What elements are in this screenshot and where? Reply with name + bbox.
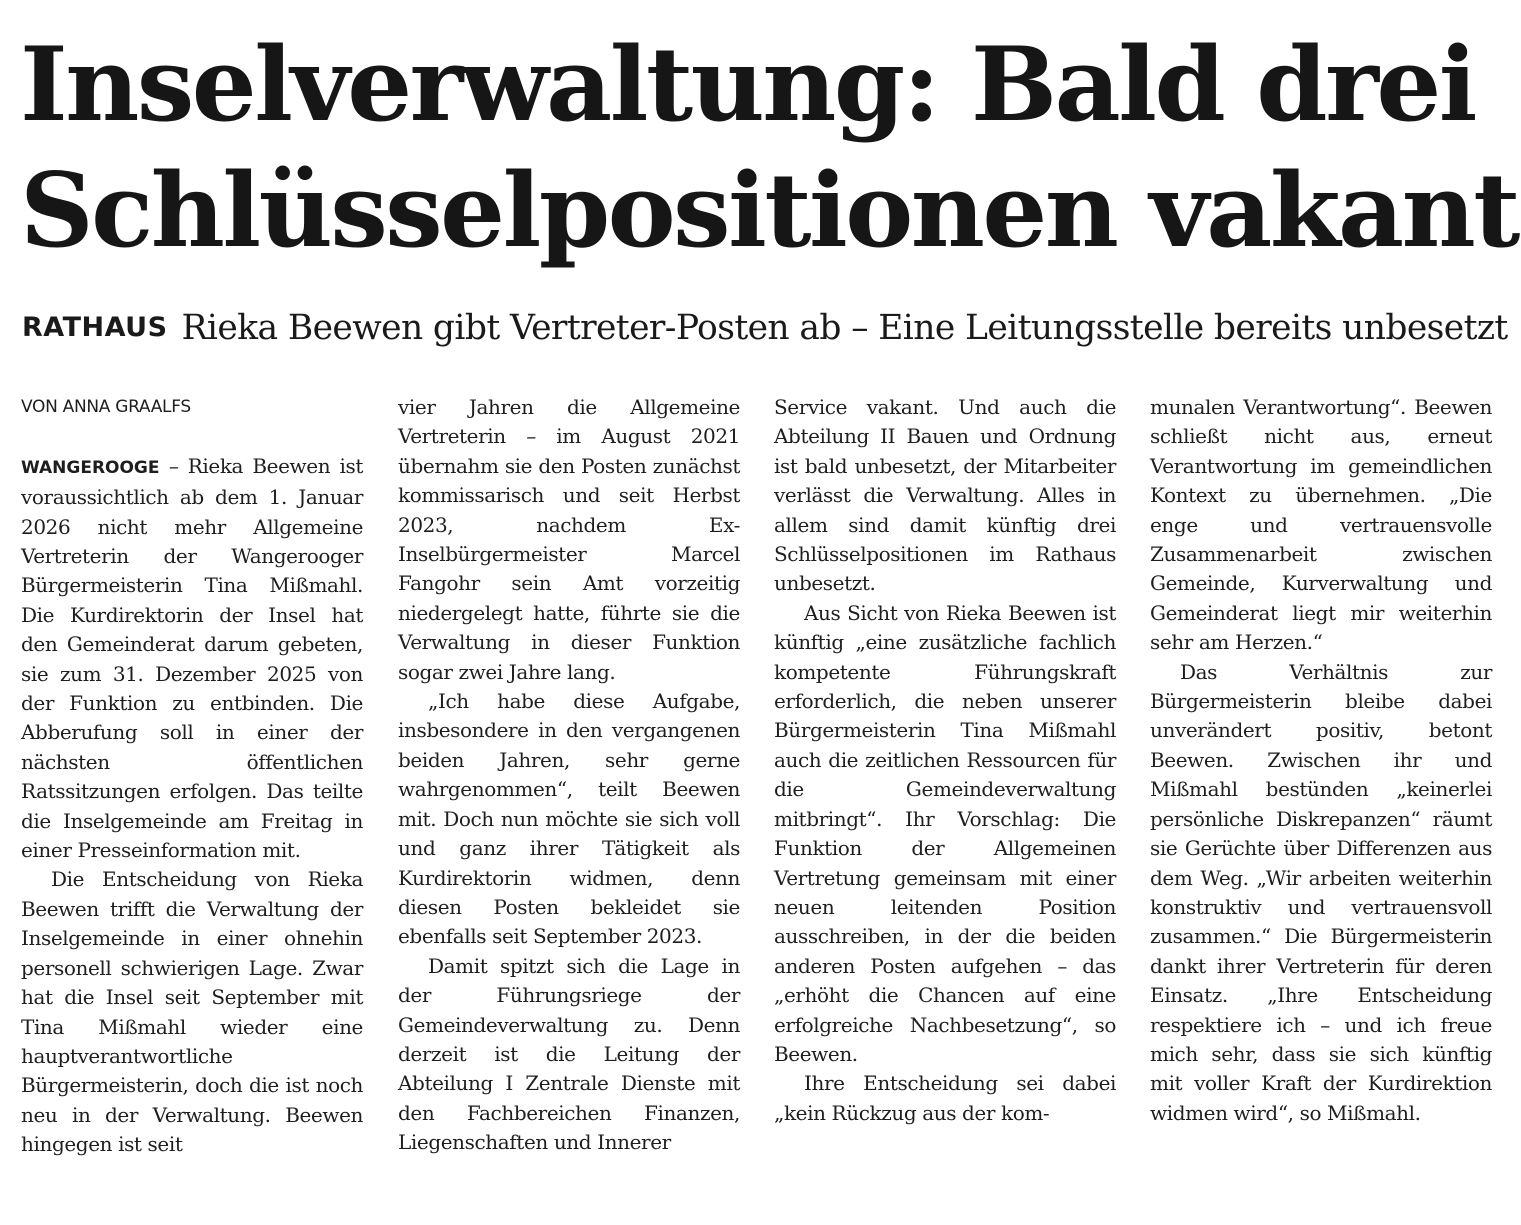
headline-line-1: Inselverwaltung: Bald drei: [20, 25, 1475, 145]
article-column-3: [774, 393, 1116, 1128]
byline: VON ANNA GRAALFS: [21, 397, 191, 417]
paragraph-4-start: Damit spitzt sich die Lage in der Führungsriege der Gemeindeverwaltung zu. Denn derzeit ist die Leitung der Abteilung I Zentrale Dienste mit den Fachbereichen Finanzen, Liegenschaften und Innerer: [398, 953, 740, 1155]
paragraph-7: Das Verhältnis zur Bürgermeisterin bleibe dabei unverändert positiv, betont Beewen. Zwischen ihr und Mißmahl bestünden „keinerlei persönliche Diskrepanzen“ räumt sie Gerüchte über Differenzen aus dem Weg. „Wir arbeiten weiterhin konstruktiv und vertrauensvoll zusammen.“ Die Bürgermeisterin dankt ihrer Vertreterin für deren Einsatz. „Ihre Entscheidung respektiere ich – und ich freue mich sehr, dass sie sich künftig mit voller Kraft der Kurdirektion widmen wird“, so Mißmahl.: [1150, 659, 1492, 1125]
paragraph-6-end: munalen Verantwortung“. Beewen schließt nicht aus, erneut Verantwortung im gemeindlichen Kontext zu übernehmen. „Die enge und vertrauensvolle Zusammenarbeit zwischen Gemeinde, Kurverwaltung und Gemeinderat liegt mir weiterhin sehr am Herzen.“: [1150, 395, 1492, 655]
article-column-2: [398, 393, 740, 1158]
headline-line-2: Schlüsselpositionen vakant: [20, 151, 1518, 271]
deck-text: Rieka Beewen gibt Vertreter-Posten ab – Eine Leitungsstelle bereits unbesetzt: [181, 308, 1508, 348]
paragraph-2-end: vier Jahren die Allgemeine Vertreterin – im August 2021 übernahm sie den Posten zunächst kommissarisch und seit Herbst 2023, nachdem Ex-Inselbürgermeister Marcel Fangohr sein Amt vorzeitig niedergelegt hatte, führte sie die Verwaltung in dieser Funktion sogar zwei Jahre lang.: [398, 395, 740, 684]
dateline: WANGEROOGE: [21, 457, 160, 478]
article-column-4: [1150, 393, 1492, 1128]
subheadline: [22, 300, 1508, 363]
paragraph-1: [21, 452, 363, 866]
paragraph-1-text: – Rieka Beewen ist voraussichtlich ab dem 1. Januar 2026 nicht mehr Allgemeine Vertreterin der Wangerooger Bürgermeisterin Tina Mißmahl. Die Kurdirektorin der Insel hat den Gemeinderat darum gebeten, sie zum 31. Dezember 2025 von der Funktion zu entbinden. Die Abberufung soll in einer der nächsten öffentlichen Ratssitzungen erfolgen. Das teilte die Inselgemeinde am Freitag in einer Presseinformation mit.: [21, 453, 364, 863]
paragraph-6-start: Ihre Entscheidung sei dabei „kein Rückzug aus der kom-: [774, 1071, 1116, 1125]
article-column-1: [21, 393, 363, 1160]
headline: [20, 22, 1518, 274]
paragraph-2-start: Die Entscheidung von Rieka Beewen trifft die Verwaltung der Inselgemeinde in einer ohnehin personell schwierigen Lage. Zwar hat die Insel seit September mit Tina Mißmahl wieder eine hauptverantwortliche Bürgermeisterin, doch die ist noch neu in der Verwaltung. Beewen hingegen ist seit: [21, 867, 363, 1157]
section-kicker: RATHAUS: [22, 312, 168, 343]
paragraph-5: Aus Sicht von Rieka Beewen ist künftig „eine zusätzliche fachlich kompetente Führungskraft erforderlich, die neben unserer Bürgermeisterin Tina Mißmahl auch die zeitlichen Ressourcen für die Gemeindeverwaltung mitbringt“. Ihr Vorschlag: Die Funktion der Allgemeinen Vertretung gemeinsam mit einer neuen leitenden Position ausschreiben, in der die beiden anderen Posten aufgehen – das „erhöht die Chancen auf eine erfolgreiche Nachbesetzung“, so Beewen.: [774, 600, 1116, 1066]
paragraph-3: „Ich habe diese Aufgabe, insbesondere in den vergangenen beiden Jahren, sehr gerne wahrgenommen“, teilt Beewen mit. Doch nun möchte sie sich voll und ganz ihrer Tätigkeit als Kurdirektorin widmen, denn diesen Posten bekleidet sie ebenfalls seit September 2023.: [398, 689, 740, 949]
paragraph-4-end: Service vakant. Und auch die Abteilung II Bauen und Ordnung ist bald unbesetzt, der Mitarbeiter verlässt die Verwaltung. Alles in allem sind damit künftig drei Schlüsselpositionen im Rathaus unbesetzt.: [774, 395, 1116, 596]
